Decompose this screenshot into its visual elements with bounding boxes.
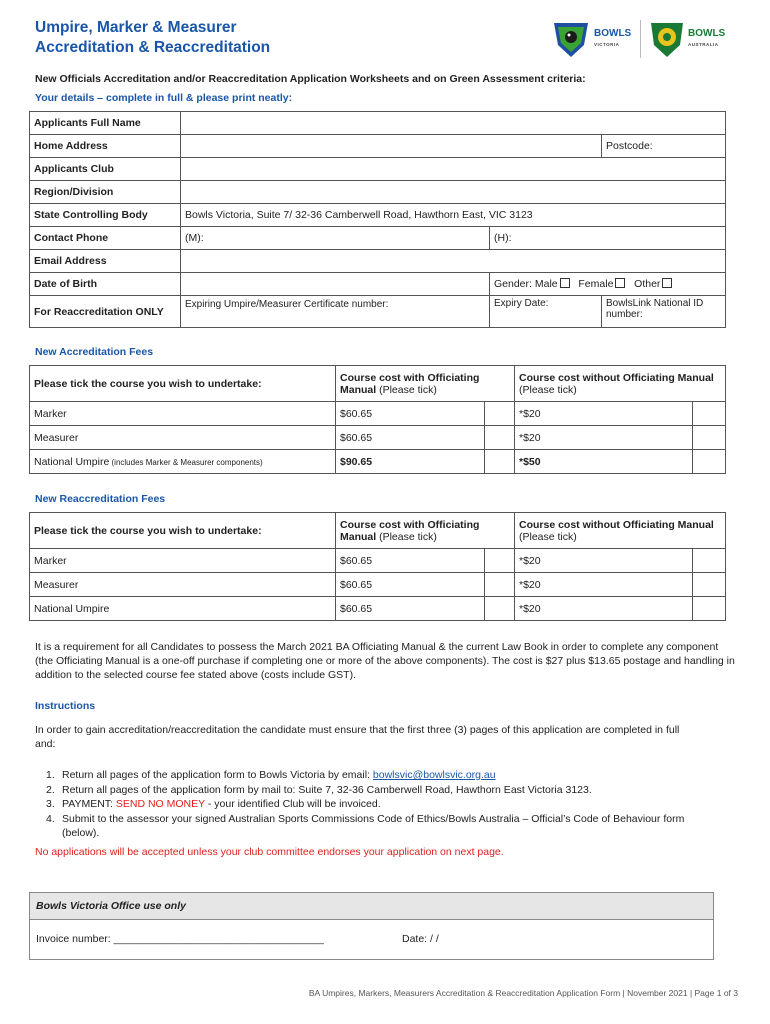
state-body-value: Bowls Victoria, Suite 7/ 32-36 Camberwell Road, Hawthorn East, VIC 3123 [181, 204, 726, 227]
table-row [30, 112, 726, 135]
form-title: Umpire, Marker & Measurer Accreditation & Reaccreditation [35, 19, 271, 56]
course-name: Marker [30, 402, 336, 426]
bowlslink-id-field[interactable] [602, 296, 726, 328]
with-manual-tick-box[interactable] [485, 426, 515, 450]
requirement-paragraph: It is a requirement for all Candidates to possess the March 2021 BA Officiating Manual & the current Law Book in order to complete any component (the Officiating Manual is a one-off purchase if completing one or more of the above components). The cost is $27 plus $13.65 postage and handling in addition to the selected course fee stated above (costs include GST). [35, 641, 735, 681]
without-manual-price: *$50 [515, 450, 693, 474]
club-label: Applicants Club [30, 158, 181, 181]
course-name: Measurer [30, 573, 336, 597]
with-manual-price: $90.65 [336, 450, 485, 474]
table-row [30, 273, 726, 296]
dob-label: Date of Birth [30, 273, 181, 296]
without-manual-tick-box[interactable] [693, 597, 726, 621]
table-row [30, 227, 726, 250]
without-manual-column-header: Course cost without Officiating Manual (Please tick) [515, 366, 726, 402]
table-row [30, 573, 726, 597]
course-column-header: Please tick the course you wish to undertake: [30, 513, 336, 549]
instructions-list [46, 768, 722, 841]
bowlslink-id-label: BowlsLink National ID number: [606, 298, 704, 320]
with-manual-column-header: Course cost with Officiating Manual (Please tick) [336, 366, 515, 402]
bowls-victoria-shield-icon [550, 19, 592, 59]
with-manual-price: $60.65 [336, 549, 485, 573]
send-no-money-text: SEND NO MONEY [115, 798, 205, 810]
list-item: 4. Submit to the assessor your signed Australian Sports Commissions Code of Ethics/Bowls Australia – Official’s Code of Behaviour form (below). [46, 812, 685, 839]
table-row [30, 402, 726, 426]
home-address-label: Home Address [30, 135, 181, 158]
gender-male-label: Gender: Male [494, 278, 558, 290]
course-name: Measurer [30, 426, 336, 450]
instructions-lead: In order to gain accreditation/reaccreditation the candidate must ensure that the first three (3) pages of this application are completed in full and: [35, 724, 680, 750]
intro-text: New Officials Accreditation and/or Reaccreditation Application Worksheets and on Green Assessment criteria: [35, 73, 586, 85]
home-phone-label: (H): [494, 232, 512, 244]
postcode-label: Postcode: [606, 140, 653, 152]
table-row [30, 250, 726, 273]
reaccreditation-label: For Reaccreditation ONLY [30, 296, 181, 328]
course-column-header: Please tick the course you wish to undertake: [30, 366, 336, 402]
with-manual-column-header: Course cost with Officiating Manual (Please tick) [336, 513, 515, 549]
region-field[interactable] [181, 181, 726, 204]
without-manual-price: *$20 [515, 402, 693, 426]
without-manual-price: *$20 [515, 426, 693, 450]
course-name: Marker [30, 549, 336, 573]
without-manual-tick-box[interactable] [693, 549, 726, 573]
course-name: National Umpire (includes Marker & Measurer components) [30, 450, 336, 474]
new-accreditation-fee-table [29, 365, 726, 474]
with-manual-tick-box[interactable] [485, 402, 515, 426]
table-row [30, 450, 726, 474]
office-use-box [29, 892, 714, 960]
office-use-heading: Bowls Victoria Office use only [30, 893, 713, 920]
expiry-date-field[interactable] [490, 296, 602, 328]
home-phone-field[interactable] [490, 227, 726, 250]
table-row [30, 158, 726, 181]
list-item: 3. PAYMENT: SEND NO MONEY - your identified Club will be invoiced. [46, 798, 381, 810]
table-row [30, 296, 726, 328]
invoice-number-field[interactable]: Invoice number: ____________________________________ [36, 933, 324, 945]
applicant-details-table [29, 111, 726, 328]
dob-field[interactable] [181, 273, 490, 296]
expiry-date-label: Expiry Date: [494, 298, 549, 309]
without-manual-price: *$20 [515, 597, 693, 621]
without-manual-tick-box[interactable] [693, 426, 726, 450]
table-row [30, 549, 726, 573]
without-manual-tick-box[interactable] [693, 573, 726, 597]
table-header-row [30, 366, 726, 402]
state-body-label: State Controlling Body [30, 204, 181, 227]
with-manual-price: $60.65 [336, 402, 485, 426]
with-manual-tick-box[interactable] [485, 573, 515, 597]
reaccreditation-heading: New Reaccreditation Fees [35, 493, 166, 505]
details-heading: Your details – complete in full & please print neatly: [35, 92, 293, 104]
with-manual-price: $60.65 [336, 426, 485, 450]
list-item: 1. Return all pages of the application form to Bowls Victoria by email: bowlsvic@bowlsvic.org.au [46, 769, 496, 781]
header-logos [550, 18, 730, 60]
gender-cell [490, 273, 726, 296]
full-name-label: Applicants Full Name [30, 112, 181, 135]
new-accreditation-heading: New Accreditation Fees [35, 346, 154, 358]
with-manual-tick-box[interactable] [485, 597, 515, 621]
bowls-australia-badge-icon [648, 19, 686, 59]
logo-divider [640, 20, 641, 58]
without-manual-price: *$20 [515, 573, 693, 597]
without-manual-column-header: Course cost without Officiating Manual (Please tick) [515, 513, 726, 549]
other-checkbox[interactable] [662, 278, 672, 288]
table-row [30, 204, 726, 227]
gender-female-label: Female [578, 278, 614, 290]
with-manual-tick-box[interactable] [485, 549, 515, 573]
endorsement-warning: No applications will be accepted unless your club committee endorses your application on next page. [35, 846, 504, 858]
expiring-certificate-field[interactable] [181, 296, 490, 328]
with-manual-tick-box[interactable] [485, 450, 515, 474]
table-header-row [30, 513, 726, 549]
with-manual-price: $60.65 [336, 573, 485, 597]
bowls-victoria-logo: BOWLS VICTORIA [550, 18, 631, 60]
without-manual-tick-box[interactable] [693, 450, 726, 474]
mobile-phone-field[interactable] [181, 227, 490, 250]
gender-other-label: Other [634, 278, 661, 290]
instructions-heading: Instructions [35, 700, 96, 712]
office-date-field[interactable]: Date: / / [402, 933, 439, 945]
course-name: National Umpire [30, 597, 336, 621]
table-row [30, 135, 726, 158]
without-manual-tick-box[interactable] [693, 402, 726, 426]
bowls-australia-logo: BOWLS AUSTRALIA [648, 18, 725, 60]
list-item: 2. Return all pages of the application form by mail to: Suite 7, 32-36 Camberwell Road, Hawthorn East Victoria 3123. [46, 783, 592, 796]
contact-phone-label: Contact Phone [30, 227, 181, 250]
full-name-field[interactable] [181, 112, 726, 135]
female-checkbox[interactable] [615, 278, 625, 288]
course-note: (includes Marker & Measurer components) [109, 457, 263, 467]
without-manual-price: *$20 [515, 549, 693, 573]
with-manual-price: $60.65 [336, 597, 485, 621]
club-field[interactable] [181, 158, 726, 181]
page-footer: BA Umpires, Markers, Measurers Accreditation & Reaccreditation Application Form | November 2021 | Page 1 of 3 [308, 988, 738, 998]
male-checkbox[interactable] [560, 278, 570, 288]
region-label: Region/Division [30, 181, 181, 204]
email-label: Email Address [30, 250, 181, 273]
table-row [30, 181, 726, 204]
mobile-label: (M): [185, 232, 204, 244]
postcode-field[interactable] [602, 135, 726, 158]
email-link[interactable]: bowlsvic@bowlsvic.org.au [372, 769, 496, 781]
home-address-field[interactable] [181, 135, 602, 158]
table-row [30, 597, 726, 621]
expiring-certificate-label: Expiring Umpire/Measurer Certificate number: [185, 299, 389, 310]
reaccreditation-fee-table [29, 512, 726, 621]
email-field[interactable] [181, 250, 726, 273]
table-row [30, 426, 726, 450]
